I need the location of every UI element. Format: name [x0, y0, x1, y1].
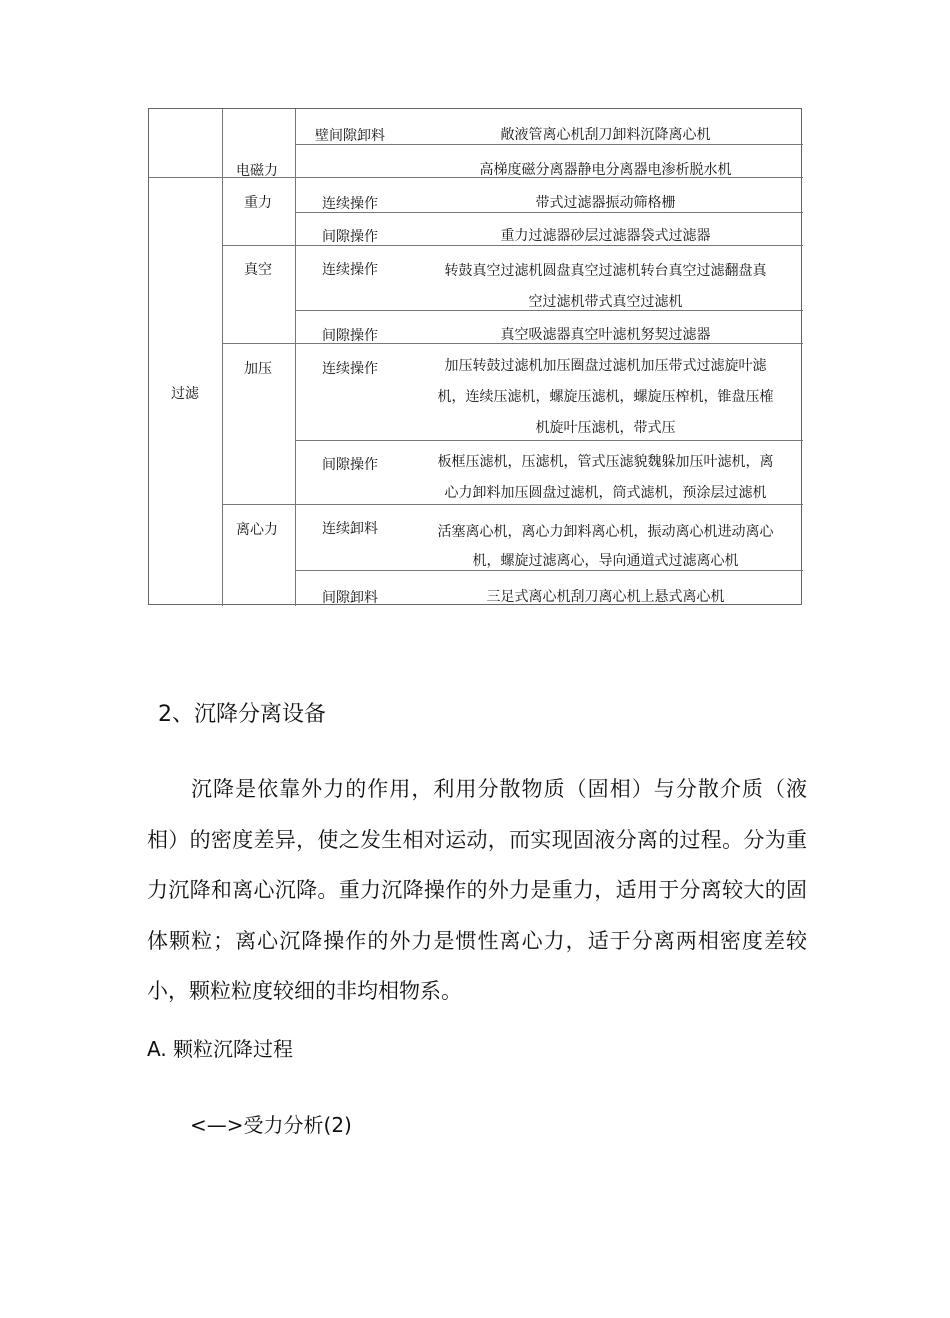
- equipment-cell: 三足式离心机刮刀离心机上悬式离心机: [486, 589, 725, 605]
- equipment-cell: 带式过滤器振动筛格栅: [535, 195, 676, 211]
- mode-cell: 连续操作: [322, 262, 378, 278]
- mode-cell: 壁间隙卸料: [315, 128, 385, 144]
- equipment-cell-line: 机，连续压滤机，螺旋压滤机，螺旋压榨机，锥盘压榷: [437, 389, 774, 405]
- equipment-cell: 高梯度磁分离器静电分离器电渗析脱水机: [479, 162, 732, 178]
- mode-cell: 连续操作: [322, 196, 378, 212]
- subheading-force-analysis: <—>受力分析(2): [190, 1113, 352, 1137]
- equipment-cell: 重力过滤器砂层过滤器袋式过滤器: [500, 228, 711, 244]
- equipment-cell-line: 空过滤机带式真空过滤机: [528, 294, 683, 310]
- table-divider: [295, 109, 296, 144]
- body-paragraph: 沉降是依靠外力的作用，利用分散物质（固相）与分散介质（液相）的密度差异，使之发生相对运动，而实现固液分离的过程。分为重力沉降和离心沉降。重力沉降操作的外力是重力，适用于分离较大的固体颗粒；离心沉降操作的外力是惯性离心力，适于分离两相密度差较小，颗粒粒度较细的非均相物系。: [147, 777, 807, 1003]
- mode-cell: 连续卸料: [322, 521, 378, 537]
- subheading-a: A. 颗粒沉降过程: [147, 1037, 294, 1061]
- equipment-cell-line: 机，螺旋过滤离心，导向通道式过滤离心机: [472, 553, 739, 569]
- force-label-gravity: 重力: [244, 195, 272, 211]
- mode-cell: 间隙卸料: [322, 590, 378, 606]
- force-label-vacuum: 真空: [244, 262, 272, 278]
- force-label-electromagnetic: 电磁力: [236, 163, 278, 179]
- section-heading: 2、沉降分离设备: [158, 702, 326, 727]
- mode-cell: 间隙操作: [322, 457, 378, 473]
- mode-cell: 间隙操作: [322, 328, 378, 344]
- equipment-cell-line: 加压转鼓过滤机加压圈盘过滤机加压带式过滤旋叶滤: [444, 358, 767, 374]
- equipment-cell: 敞液管离心机刮刀卸料沉降离心机: [500, 127, 711, 143]
- group-label-filter: 过滤: [171, 386, 199, 402]
- equipment-cell-line: 活塞离心机，离心力卸料离心机，振动离心机进动离心: [437, 524, 774, 540]
- equipment-cell-line: 机旋叶压滤机，带式压: [535, 420, 676, 436]
- table-divider: [295, 109, 296, 606]
- table-divider: [222, 109, 223, 606]
- force-label-pressure: 加压: [244, 361, 272, 377]
- mode-cell: 间隙操作: [322, 229, 378, 245]
- equipment-table: [148, 108, 802, 605]
- equipment-cell: 真空吸滤器真空叶滤机努契过滤器: [500, 327, 711, 343]
- mode-cell: 连续操作: [322, 361, 378, 377]
- force-label-centrifugal: 离心力: [236, 522, 278, 538]
- equipment-cell-line: 心力卸料加压圆盘过滤机，筒式滤机，预涂层过滤机: [444, 485, 767, 501]
- equipment-cell-line: 板框压滤机，压滤机，管式压滤貌魏躲加压叶滤机，离: [437, 454, 774, 470]
- equipment-cell-line: 转鼓真空过滤机圆盘真空过滤机转台真空过滤翻盘真: [444, 263, 767, 279]
